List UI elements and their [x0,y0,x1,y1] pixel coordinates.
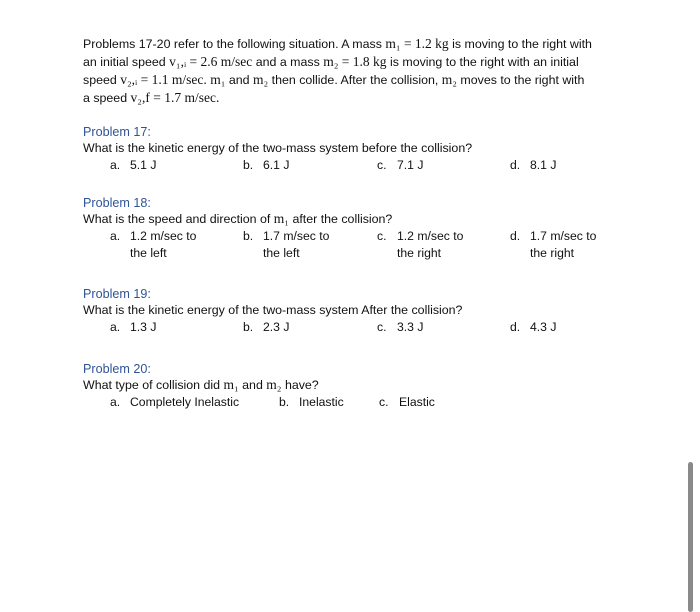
question-text: after the collision? [289,212,393,226]
problem-17 [83,124,643,172]
mass-2-symbol: m₂ [252,72,269,87]
mass-1-equation: m₁ = 1.2 kg [385,36,449,51]
answer-option-b[interactable] [243,157,289,174]
mass-1-symbol: m₁ [223,377,239,392]
intro-text: moves to the right with [456,73,585,87]
problem-title: Problem 19: [83,287,151,301]
vertical-scrollbar-thumb[interactable] [688,462,693,612]
option-text: Completely Inelastic [130,395,240,409]
problem-18 [83,195,643,260]
option-text-continued: the left [130,246,167,260]
answer-option-a[interactable] [110,394,239,411]
problem-question: What is the kinetic energy of the two-mass system After the collision? [83,303,463,317]
mass-2-symbol: m₂ [266,377,282,392]
intro-line-1 [83,35,623,53]
option-text-continued: the right [397,246,442,260]
answer-option-c[interactable] [377,157,423,174]
question-text: and [238,378,267,392]
mass-2-symbol: m₂ [441,72,457,87]
answer-option-a[interactable] [110,319,156,336]
speed-2-initial-equation: v₂,ᵢ = 1.1 m/sec. [120,72,207,87]
option-text: 1.2 m/sec to [130,229,197,243]
problem-title: Problem 18: [83,196,151,210]
intro-text: speed [83,73,121,87]
answer-option-a[interactable] [110,157,156,174]
question-text: What is the speed and direction of [83,212,274,226]
problem-question: What is the kinetic energy of the two-mass system before the collision? [83,141,473,155]
mass-1-symbol: m₁ [210,72,226,87]
intro-text: is moving to the right with [448,37,592,51]
answer-option-d[interactable] [510,319,556,336]
option-text: Inelastic [299,395,344,409]
option-letter: b. [243,158,254,172]
intro-text: then collide. After the collision, [268,73,442,87]
option-letter: c. [377,229,387,243]
option-text-continued: the left [263,246,300,260]
option-text: 1.7 m/sec to [530,229,597,243]
answer-option-a[interactable] [110,228,196,262]
question-text: have? [281,378,319,392]
intro-text: and [225,73,253,87]
option-letter: b. [243,320,254,334]
problem-19 [83,286,643,334]
answer-option-b[interactable] [279,394,344,411]
option-letter: a. [110,229,121,243]
intro-paragraph [83,35,623,107]
option-letter: b. [243,229,254,243]
answer-option-c[interactable] [379,394,435,411]
intro-line-2 [83,53,623,71]
option-text: 4.3 J [530,320,557,334]
option-letter: c. [379,395,389,409]
intro-line-3 [83,71,623,89]
answer-option-d[interactable] [510,228,596,262]
option-text: 8.1 J [530,158,557,172]
speed-1-initial-equation: v₁,ᵢ = 2.6 m/sec [169,54,253,69]
problem-question [83,211,643,227]
problem-title: Problem 17: [83,125,151,139]
intro-text: an initial speed [83,55,170,69]
answer-option-c[interactable] [377,319,423,336]
option-letter: d. [510,229,521,243]
option-text-continued: the right [530,246,575,260]
answer-option-c[interactable] [377,228,463,262]
option-letter: c. [377,158,387,172]
intro-text: a speed [83,91,131,105]
option-text: 3.3 J [397,320,424,334]
option-text: 5.1 J [130,158,157,172]
speed-2-final-equation: v₂,f = 1.7 m/sec. [130,90,220,105]
option-letter: a. [110,395,121,409]
answer-option-b[interactable] [243,319,289,336]
option-letter: c. [377,320,387,334]
problem-title: Problem 20: [83,362,151,376]
option-text: Elastic [399,395,435,409]
intro-text: is moving to the right with an initial [386,55,579,69]
option-text: 1.3 J [130,320,157,334]
mass-2-equation: m₂ = 1.8 kg [323,54,387,69]
option-letter: a. [110,158,121,172]
option-text: 1.7 m/sec to [263,229,330,243]
option-text: 2.3 J [263,320,290,334]
option-text: 1.2 m/sec to [397,229,464,243]
question-text: What type of collision did [83,378,224,392]
intro-text: Problems 17-20 refer to the following situation. A mass [83,37,386,51]
option-text: 7.1 J [397,158,424,172]
option-text: 6.1 J [263,158,290,172]
answer-option-d[interactable] [510,157,556,174]
problem-question [83,377,643,393]
problem-20 [83,361,643,409]
option-letter: b. [279,395,290,409]
intro-line-4 [83,89,623,107]
option-letter: d. [510,158,521,172]
option-letter: a. [110,320,121,334]
option-letter: d. [510,320,521,334]
intro-text: and a mass [252,55,324,69]
answer-option-b[interactable] [243,228,329,262]
mass-1-symbol: m₁ [273,211,290,226]
